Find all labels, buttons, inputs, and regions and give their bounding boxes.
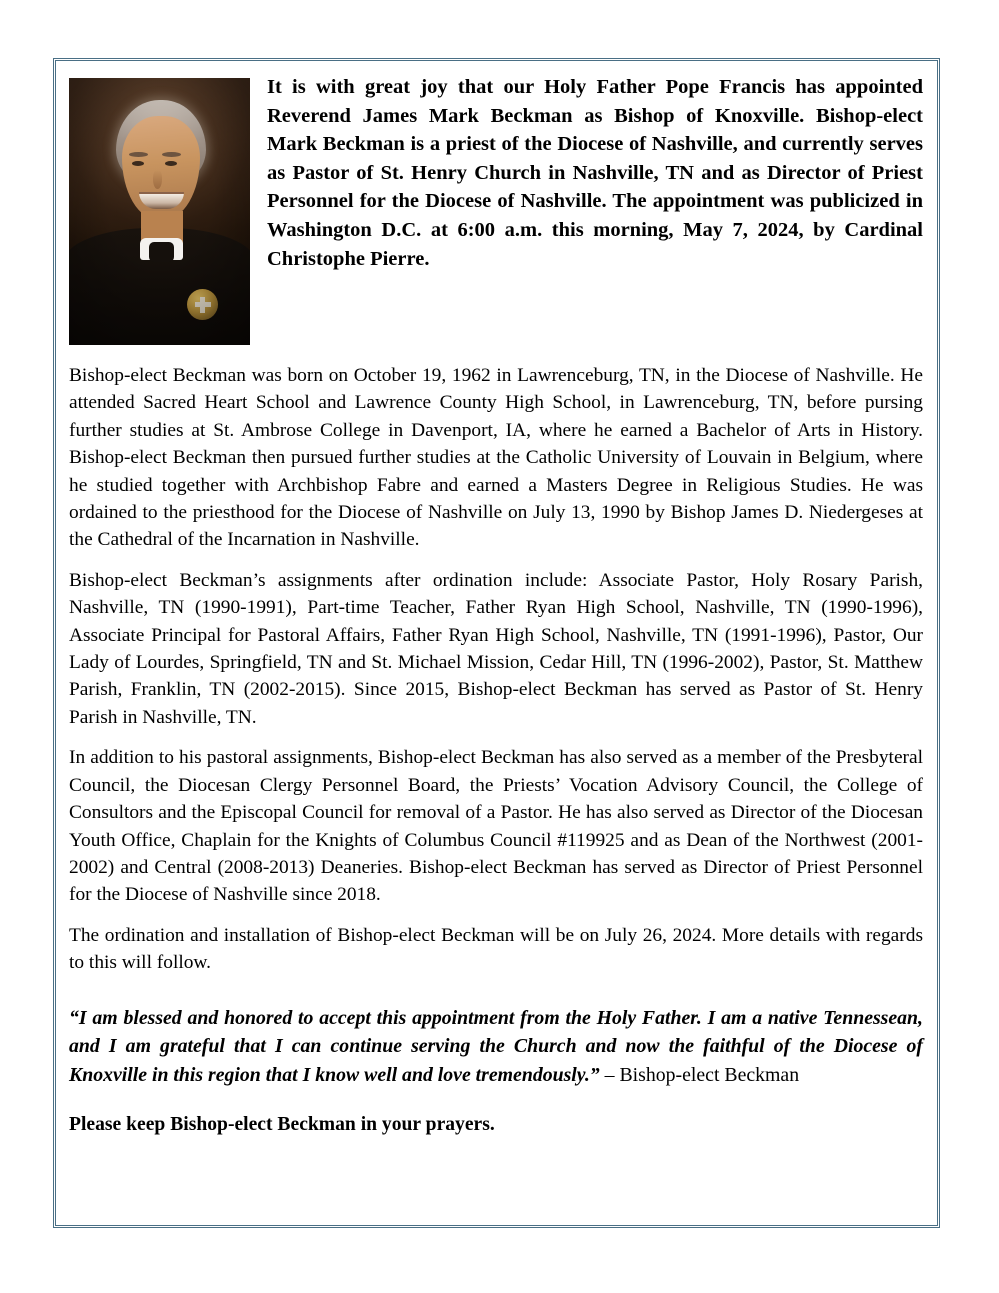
announcement-content (56, 61, 937, 1225)
paragraph-biography: Bishop-elect Beckman was born on October 19, 1962 in Lawrenceburg, TN, in the Diocese of Nashville. He attended Sacred Heart School and Lawrence County High School, in Lawrenceburg, TN, before pursing further studies at St. Ambrose College in Davenport, IA, where he earned a Bachelor of Arts in History. Bishop-elect Beckman then pursued further studies at the Catholic University of Louvain in Belgium, where he studied together with Archbishop Fabre and earned a Masters Degree in Religious Studies. He was ordained to the priesthood for the Diocese of Nashville on July 13, 1990 by Bishop James D. Niedergeses at the Cathedral of the Incarnation in Nashville. (69, 365, 923, 551)
lead-paragraph: It is with great joy that our Holy Father Pope Francis has appointed Reverend James Mark Beckman as Bishop of Knoxville. Bishop-elect Mark Beckman is a priest of the Diocese of Nashville, and currently serves as Pastor of St. Henry Church in Nashville, TN and as Director of Priest Personnel for the Diocese of Nashville. The appointment was publicized in Washington D.C. at 6:00 a.m. this morning, May 7, 2024, by Cardinal Christophe Pierre. (267, 76, 923, 270)
announcement-border-frame (53, 58, 940, 1228)
paragraph-assignments: Bishop-elect Beckman’s assignments after ordination include: Associate Pastor, Holy Rosary Parish, Nashville, TN (1990-1991), Part-time Teacher, Father Ryan High School, Nashville, TN (1990-1996), Associate Principal for Pastoral Affairs, Father Ryan High School, Nashville, TN (1991-1996), Pastor, Our Lady of Lourdes, Springfield, TN and St. Michael Mission, Cedar Hill, TN (1996-2002), Pastor, St. Matthew Parish, Franklin, TN (2002-2015). Since 2015, Bishop-elect Beckman has served as Pastor of St. Henry Parish in Nashville, TN. (69, 569, 923, 728)
paragraph-other-service: In addition to his pastoral assignments, Bishop-elect Beckman has also served as a member of the Presbyteral Council, the Diocesan Clergy Personnel Board, the Priests’ Vocation Advisory Council, the College of Consultors and the Episcopal Council for removal of a Pastor. He has also served as Director of the Diocesan Youth Office, Chaplain for the Knights of Columbus Council #119925 and as Dean of the Northwest (2001-2002) and Central (2008-2013) Deaneries. Bishop-elect Beckman has served as Director of Priest Personnel for the Diocese of Nashville since 2018. (69, 747, 923, 906)
quote-text: “I am blessed and honored to accept this appointment from the Holy Father. I am a native Tennessean, and I am grateful that I can continue serving the Church and now the faithful of the Diocese of Knoxville in this region that I know well and love tremendously.” (69, 1006, 923, 1086)
portrait-backdrop (69, 78, 250, 345)
paragraph-ordination-date: The ordination and installation of Bishop-elect Beckman will be on July 26, 2024. More details with regards to this will follow. (69, 924, 923, 974)
quote-attribution: – Bishop-elect Beckman (599, 1063, 800, 1086)
bishop-portrait-photo (69, 78, 250, 345)
closing-prayer-request: Please keep Bishop-elect Beckman in your prayers. (69, 1114, 495, 1136)
portrait-vignette (69, 78, 250, 345)
bishop-quote (69, 1004, 923, 1090)
